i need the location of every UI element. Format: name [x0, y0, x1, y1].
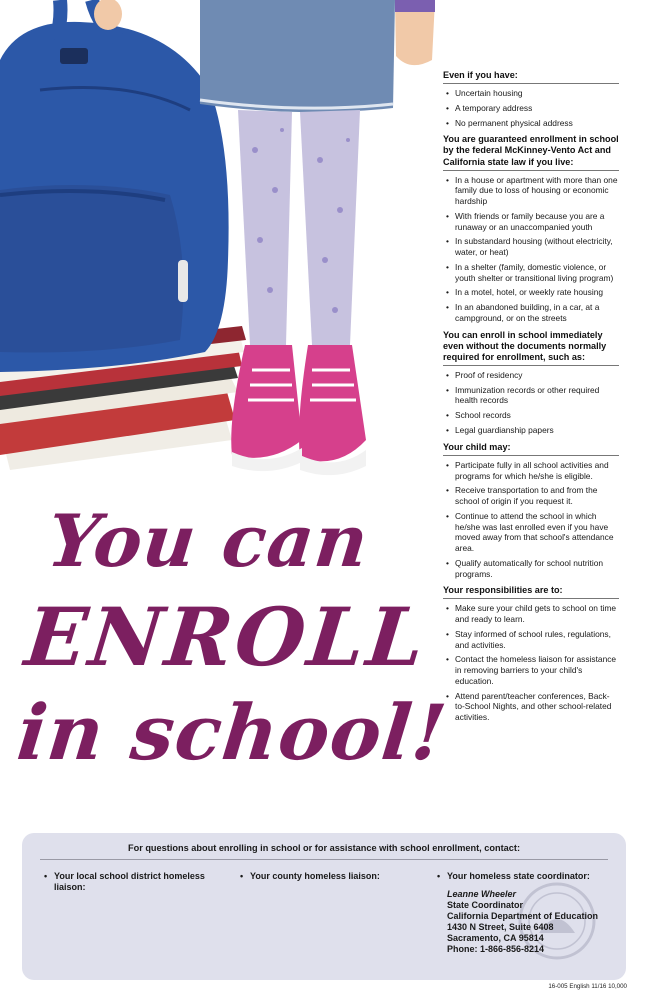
list-item: • Stay informed of school rules, regulations, and activities. — [443, 629, 619, 651]
list-item: • In a house or apartment with more than one family due to loss of housing or economic hardship — [443, 175, 619, 207]
list-item: • With friends or family because you are a runaway or an unaccompanied youth — [443, 211, 619, 233]
coordinator-street: 1430 N Street, Suite 6408 — [447, 922, 554, 933]
divider — [40, 859, 608, 860]
coordinator-details — [447, 889, 627, 955]
contact-box — [22, 833, 626, 980]
list-item: • Make sure your child gets to school on time and ready to learn. — [443, 603, 619, 625]
section-title: Your responsibilities are to: — [443, 585, 619, 599]
list-item: • Participate fully in all school activities and programs for which he/she is eligible. — [443, 460, 619, 482]
list-item: • In substandard housing (without electricity, water, or heat) — [443, 236, 619, 258]
section-even-if — [443, 70, 619, 128]
section-title: Even if you have: — [443, 70, 619, 84]
bullet-list — [443, 603, 619, 723]
list-item: • In a motel, hotel, or weekly rate housing — [443, 287, 619, 298]
state-coordinator-label: Your homeless state coordinator: — [447, 871, 590, 881]
local-liaison-label: Your local school district homeless liaison: — [54, 871, 205, 893]
list-item: • School records — [443, 410, 619, 421]
child-backpack-photo — [0, 0, 440, 490]
section-title: You can enroll in school immediately even without the documents normally required for enrollment, such as: — [443, 330, 619, 366]
bullet-icon: • — [437, 871, 441, 881]
list-item: • Continue to attend the school in which he/she was last enrolled even if you have moved away from that school's attendance area. — [443, 511, 619, 554]
coordinator-role: State Coordinator — [447, 900, 524, 911]
headline-line-2: ENROLL — [21, 590, 432, 684]
list-item: • In an abandoned building, in a car, at a campground, or on the streets — [443, 302, 619, 324]
section-guaranteed — [443, 134, 619, 323]
section-responsibilities — [443, 585, 619, 723]
list-item: • A temporary address — [443, 103, 619, 114]
bullet-list — [443, 175, 619, 324]
section-title: Your child may: — [443, 442, 619, 456]
headline-line-3: in school! — [13, 688, 452, 777]
backpack — [0, 0, 229, 372]
coordinator-org: California Department of Education — [447, 911, 599, 922]
list-item: • Proof of residency — [443, 370, 619, 381]
list-item: • Uncertain housing — [443, 88, 619, 99]
section-title: You are guaranteed enrollment in school by the federal McKinney-Vento Act and California state law if you live: — [443, 134, 619, 170]
bullet-icon: • — [240, 871, 244, 881]
list-item: • In a shelter (family, domestic violence, or youth shelter or transitional living program) — [443, 262, 619, 284]
headline-line-1: You can — [43, 498, 373, 583]
county-liaison-label: Your county homeless liaison: — [250, 871, 380, 881]
info-column — [443, 70, 619, 729]
contact-title: For questions about enrolling in school or for assistance with school enrollment, contact: — [127, 843, 521, 853]
list-item: • Immunization records or other required health records — [443, 385, 619, 407]
list-item: • Legal guardianship papers — [443, 425, 619, 436]
pink-sneakers — [231, 345, 366, 475]
coordinator-city: Sacramento, CA 95814 — [447, 933, 544, 944]
coordinator-phone: Phone: 1-866-856-8214 — [447, 944, 545, 955]
list-item: • Qualify automatically for school nutrition programs. — [443, 558, 619, 580]
bullet-list — [443, 370, 619, 436]
county-liaison — [240, 871, 420, 882]
list-item: • Contact the homeless liaison for assistance in removing barriers to your child's education. — [443, 654, 619, 686]
section-immediately — [443, 330, 619, 436]
bullet-list — [443, 88, 619, 128]
list-item: • Receive transportation to and from the school of origin if you request it. — [443, 485, 619, 507]
bullet-icon: • — [44, 871, 48, 881]
list-item: • Attend parent/teacher conferences, Back-to-School Nights, and other school-related activities. — [443, 691, 619, 723]
section-child-may — [443, 442, 619, 580]
denim-skirt — [200, 0, 395, 112]
coordinator-name: Leanne Wheeler — [447, 889, 517, 900]
right-leg — [300, 110, 360, 345]
print-code: 16-005 English 11/16 10,000 — [548, 983, 627, 990]
left-leg — [238, 110, 292, 345]
bullet-list — [443, 460, 619, 580]
state-coordinator — [437, 871, 627, 955]
local-liaison — [44, 871, 224, 894]
list-item: • No permanent physical address — [443, 118, 619, 129]
headline — [13, 498, 452, 818]
